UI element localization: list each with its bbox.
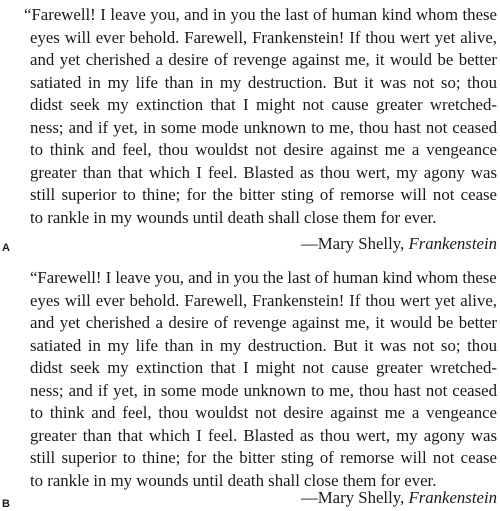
quote-line: “Farewell! I leave you, and in you the last of human kind whom these: [30, 268, 497, 287]
quote-line: satiated in my life than in my destruction. But it was not so; thou: [30, 336, 497, 355]
quote-line: eyes will ever behold. Farewell, Frankenstein! If thou wert yet alive,: [30, 28, 497, 47]
quote-line: to rankle in my wounds until death shall close them for ever.: [30, 471, 437, 490]
quote-line: “Farewell! I leave you, and in you the last of human kind whom these: [24, 5, 497, 24]
attribution-work: Frankenstein: [408, 234, 497, 253]
quote-line: satiated in my life than in my destruction. But it was not so; thou: [30, 73, 497, 92]
attribution-author: —Mary Shelly,: [300, 234, 409, 253]
attribution-author: —Mary Shelly,: [300, 488, 409, 507]
attribution: [301, 490, 497, 507]
quote-line: eyes will ever behold. Farewell, Frankenstein! If thou wert yet alive,: [30, 291, 497, 310]
quote-line: ness; and if yet, in some mode unknown to me, thou hast not ceased: [30, 118, 497, 137]
attribution-work: Frankenstein: [408, 488, 497, 507]
quote-line: to think and feel, thou wouldst not desire against me a vengeance: [30, 140, 497, 159]
quote-line: and yet cherished a desire of revenge against me, it would be better: [30, 313, 497, 332]
quote-line: to think and feel, thou wouldst not desire against me a vengeance: [30, 403, 497, 422]
quote-line: to rankle in my wounds until death shall close them for ever.: [30, 208, 437, 227]
quote-line: didst seek my extinction that I might not cause greater wretched-: [30, 358, 497, 377]
quote-line: still superior to thine; for the bitter sting of remorse will not cease: [30, 185, 497, 204]
quote-line: didst seek my extinction that I might not cause greater wretched-: [30, 95, 497, 114]
quote-line: ness; and if yet, in some mode unknown to me, thou hast not ceased: [30, 381, 497, 400]
quote-line: and yet cherished a desire of revenge against me, it would be better: [30, 50, 497, 69]
quote-line: greater than that which I feel. Blasted as thou wert, my agony was: [30, 426, 497, 445]
attribution: [301, 236, 497, 253]
quote-line: greater than that which I feel. Blasted as thou wert, my agony was: [30, 163, 497, 182]
example-letter: B: [2, 498, 10, 510]
quote-line: still superior to thine; for the bitter sting of remorse will not cease: [30, 448, 497, 467]
example-letter: A: [2, 242, 10, 254]
